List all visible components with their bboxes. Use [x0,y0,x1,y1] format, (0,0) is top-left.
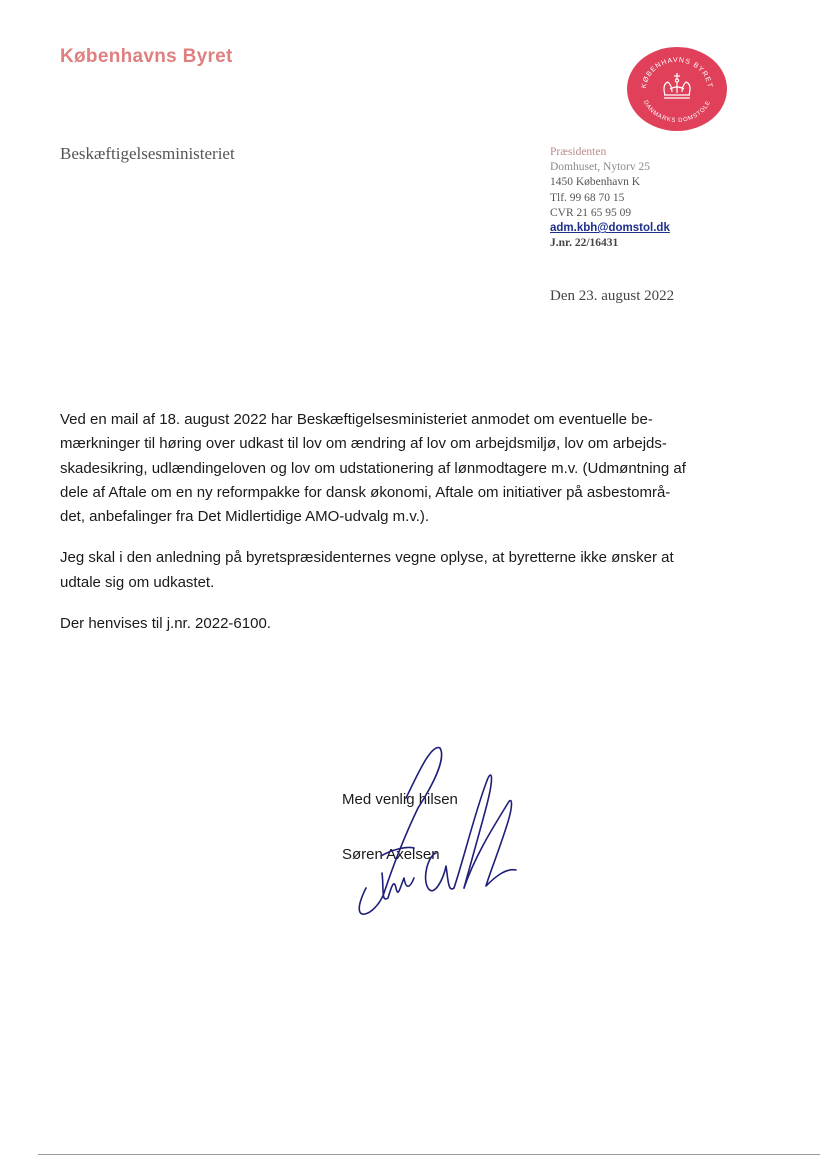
handwritten-signature [336,738,536,938]
body-paragraph-2 [60,546,730,595]
body-p2-line: udtale sig om udkastet. [60,573,215,591]
body-p1-line: det, anbefalinger fra Det Midlertidige AMO-udvalg m.v.). [60,508,430,526]
footer-divider [38,1154,820,1155]
sender-role: Præsidenten [550,146,607,158]
body-p2-line: Jeg skal i den anledning på byretspræsidenternes vegne oplyse, at byretterne ikke ønsker at [60,549,674,567]
body-paragraph-3: Der henvises til j.nr. 2022-6100. [60,615,271,633]
court-seal-icon [626,46,728,132]
body-paragraph-1 [60,408,730,529]
letter-body [60,408,730,653]
letter-date: Den 23. august 2022 [550,288,675,304]
recipient-name: Beskæftigelsesministeriet [60,144,235,163]
seal-bottom-text: DANMARKS DOMSTOLE [641,99,713,125]
sender-email-link[interactable]: adm.kbh@domstol.dk [550,222,670,235]
sender-phone: Tlf. 99 68 70 15 [550,191,625,204]
signer-name: Søren Axelsen [342,846,440,863]
court-name: Københavns Byret [60,46,233,67]
sender-cvr: CVR 21 65 95 09 [550,206,632,219]
sender-address-line2: 1450 København K [550,176,641,189]
body-p1-line: mærkninger til høring over udkast til lov om ændring af lov om arbejdsmiljø, lov om arbejds- [60,435,667,453]
sender-block [550,145,670,251]
sender-journal-number: J.nr. 22/16431 [550,237,619,250]
seal-top-text: KØBENHAVNS BYRET [640,56,714,89]
closing-greeting: Med venlig hilsen [342,791,458,808]
sender-address-line1: Domhuset, Nytorv 25 [550,161,650,174]
body-p1-line: skadesikring, udlændingeloven og lov om udstationering af lønmodtagere m.v. (Udmøntning af [60,459,686,477]
body-p1-line: Ved en mail af 18. august 2022 har Beskæftigelsesministeriet anmodet om eventuelle be- [60,411,653,428]
body-p1-line: dele af Aftale om en ny reformpakke for dansk økonomi, Aftale om initiativer på asbestområ- [60,483,671,501]
